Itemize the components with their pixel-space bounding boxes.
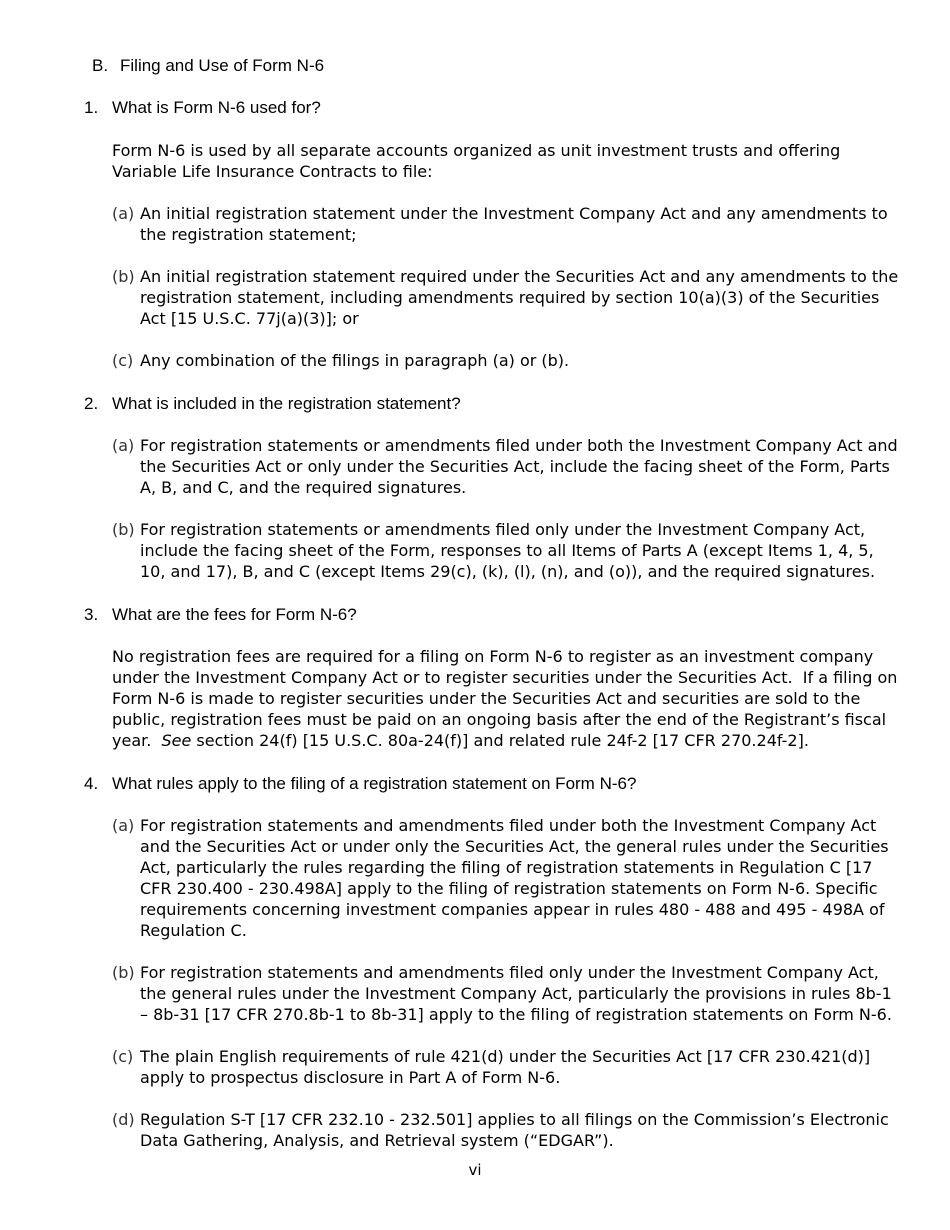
question-2-item-a xyxy=(112,435,902,498)
section-title: Filing and Use of Form N-6 xyxy=(120,56,325,75)
question-4-title: What rules apply to the filing of a registration statement on Form N-6? xyxy=(112,774,637,793)
item-marker: (c) xyxy=(112,1047,134,1066)
question-4-number: 4. xyxy=(84,774,99,793)
item-marker: (b) xyxy=(112,267,135,286)
item-marker: (a) xyxy=(112,204,135,223)
question-2-number: 2. xyxy=(84,394,99,413)
item-marker: (b) xyxy=(112,520,135,539)
question-3-title: What are the fees for Form N-6? xyxy=(112,605,357,624)
body-text: section 24(f) [15 U.S.C. 80a-24(f)] and related rule 24f-2 [17 CFR 270.24f-2]. xyxy=(191,731,809,750)
item-marker: (c) xyxy=(112,351,134,370)
item-text: An initial registration statement required under the Securities Act and any amendments to the registration statement, including amendments required by section 10(a)(3) of the Securities Act [15 U.S.C. 77j(a)(3)]; or xyxy=(140,267,899,328)
question-1-intro: Form N-6 is used by all separate accounts organized as unit investment trusts and offering Variable Life Insurance Contracts to file: xyxy=(112,141,841,181)
see-reference: See xyxy=(161,731,192,750)
question-2-item-b xyxy=(112,519,902,582)
question-1-item-b xyxy=(112,266,902,329)
item-marker: (d) xyxy=(112,1110,135,1129)
question-1-item-a xyxy=(112,203,902,245)
item-text: For registration statements and amendments filed under both the Investment Company Act and the Securities Act or under only the Securities Act, the general rules under the Securities Act, particularly the rules regarding the filing of registration statements in Regulation C [17 CFR 230.400 - 230.498A] apply to the filing of registration statements on Form N-6. Specific requirements concerning investment companies appear in rules 480 - 488 and 495 - 498A of Regulation C. xyxy=(140,816,889,940)
body-text: No registration fees are required for a filing on Form N-6 to register as an investment company under the Investment Company Act or to register securities under the Securities Act. If a filing on Form N-6 is made to register securities under the Securities Act and securities are sold to the public, registration fees must be paid on an ongoing basis after the end of the Registrant’s fiscal year. xyxy=(112,647,903,750)
question-4-item-b xyxy=(112,962,902,1025)
question-2-title: What is included in the registration statement? xyxy=(112,394,461,413)
question-1-number: 1. xyxy=(84,98,99,117)
question-4-item-c xyxy=(112,1046,902,1088)
question-1-title: What is Form N-6 used for? xyxy=(112,98,321,117)
item-text: For registration statements or amendments filed only under the Investment Company Act, include the facing sheet of the Form, responses to all Items of Parts A (except Items 1, 4, 5, 10, and 17), B, and C (except Items 29(c), (k), (l), (n), and (o)), and the required signatures. xyxy=(140,520,876,581)
question-4-heading xyxy=(84,773,636,794)
item-marker: (a) xyxy=(112,436,135,455)
question-4-item-d xyxy=(112,1109,902,1151)
item-text: Any combination of the filings in paragraph (a) or (b). xyxy=(140,351,570,370)
question-3-body xyxy=(112,646,902,751)
question-2-heading xyxy=(84,393,461,414)
item-text: Regulation S-T [17 CFR 232.10 - 232.501] applies to all filings on the Commission’s Electronic Data Gathering, Analysis, and Retrieval system (“EDGAR”). xyxy=(140,1110,889,1150)
item-text: For registration statements or amendments filed under both the Investment Company Act and the Securities Act or only under the Securities Act, include the facing sheet of the Form, Parts A, B, and C, and the required signatures. xyxy=(140,436,898,497)
question-4-item-a xyxy=(112,815,902,941)
section-label: B. xyxy=(92,56,109,75)
page-number: vi xyxy=(468,1161,482,1179)
item-marker: (b) xyxy=(112,963,135,982)
question-1-item-c xyxy=(112,350,902,371)
question-3-number: 3. xyxy=(84,605,99,624)
item-text: For registration statements and amendments filed only under the Investment Company Act, the general rules under the Investment Company Act, particularly the provisions in rules 8b-1 – 8b-31 [17 CFR 270.8b-1 to 8b-31] apply to the filing of registration statements on Form N-6. xyxy=(140,963,892,1024)
section-heading xyxy=(92,55,324,76)
item-text: An initial registration statement under the Investment Company Act and any amendments to the registration statement; xyxy=(140,204,888,244)
item-marker: (a) xyxy=(112,816,135,835)
item-text: The plain English requirements of rule 421(d) under the Securities Act [17 CFR 230.421(d)] apply to prospectus disclosure in Part A of Form N-6. xyxy=(140,1047,871,1087)
question-1-heading xyxy=(84,97,321,118)
question-3-heading xyxy=(84,604,357,625)
